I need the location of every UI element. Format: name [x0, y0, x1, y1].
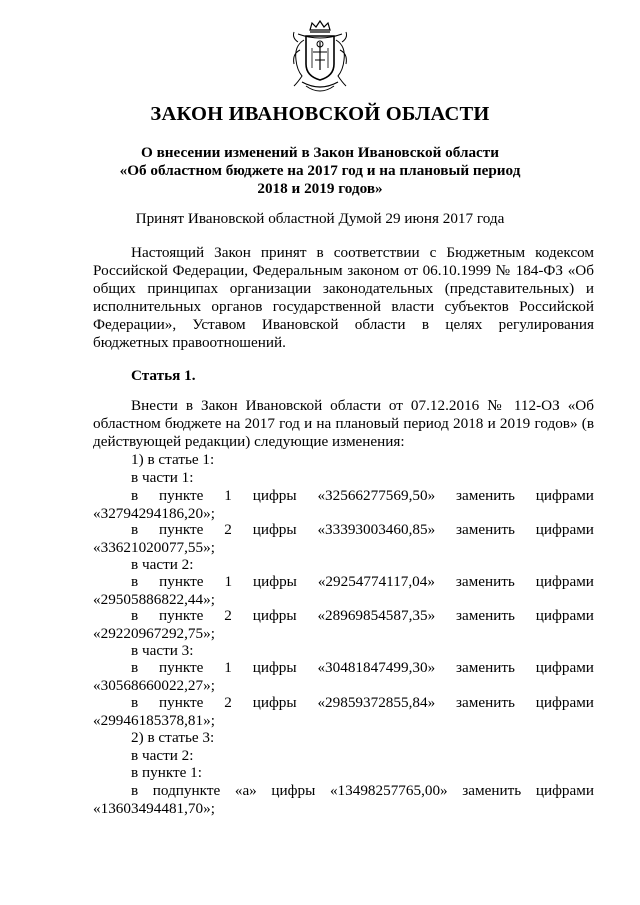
word: 1 [224, 487, 232, 504]
new-value: «13603494481,70»; [93, 800, 215, 817]
word: в [131, 782, 139, 799]
new-value: «33621020077,55»; [93, 539, 215, 556]
amendment-row [131, 573, 594, 591]
word: пункте [159, 607, 204, 624]
word: цифрами [535, 607, 594, 624]
word: в [131, 573, 139, 590]
ivanovo-coat-of-arms-icon [288, 20, 352, 96]
item-part-2: в части 2: [131, 556, 194, 573]
new-value: «29505886822,44»; [93, 591, 215, 608]
new-value: «29220967292,75»; [93, 625, 215, 642]
new-value: «32794294186,20»; [93, 505, 215, 522]
word: цифрами [535, 573, 594, 590]
subtitle-line: О внесении изменений в Закон Ивановской области [140, 144, 500, 161]
new-value: «30568660022,27»; [93, 677, 215, 694]
word: цифрами [535, 694, 594, 711]
word: в [131, 694, 139, 711]
word: цифрами [535, 521, 594, 538]
article-intro-paragraph [93, 397, 594, 451]
word: «а» [234, 782, 257, 799]
word: пункте [159, 659, 204, 676]
word: в [131, 659, 139, 676]
word: 2 [224, 607, 232, 624]
word: 1 [224, 573, 233, 590]
word: цифрами [535, 487, 594, 504]
item-part-1: в части 1: [131, 469, 194, 486]
word: цифры [252, 573, 297, 590]
preamble-paragraph [93, 244, 594, 352]
word: цифры [252, 694, 297, 711]
subtitle-line: 2018 и 2019 годов» [257, 180, 383, 197]
amendment-row [131, 659, 594, 677]
word: цифры [252, 521, 297, 538]
old-value: «29859372855,84» [317, 694, 436, 711]
word: заменить [456, 607, 515, 624]
word: заменить [456, 521, 515, 538]
word: заменить [456, 694, 515, 711]
word: в [131, 607, 139, 624]
word: цифры [252, 487, 297, 504]
word: цифрами [535, 659, 594, 676]
word: пункте [159, 573, 204, 590]
item-article-1: 1) в статье 1: [131, 451, 215, 468]
word: 2 [224, 521, 232, 538]
item-part-3: в части 3: [131, 642, 194, 659]
word: цифры [271, 782, 316, 799]
item-article-3: 2) в статье 3: [131, 729, 215, 746]
word: пункте [159, 487, 204, 504]
word: пункте [159, 521, 204, 538]
word: цифры [252, 607, 297, 624]
word: в [131, 487, 139, 504]
old-value: «29254774117,04» [317, 573, 435, 590]
law-subtitle [90, 144, 550, 198]
word: заменить [462, 782, 522, 799]
word: заменить [455, 573, 515, 590]
word: заменить [456, 659, 515, 676]
amendment-row [131, 521, 594, 539]
old-value: «32566277569,50» [317, 487, 436, 504]
amendment-row [131, 782, 594, 800]
word: цифры [252, 659, 297, 676]
old-value: «30481847499,30» [317, 659, 436, 676]
old-value: «33393003460,85» [317, 521, 436, 538]
law-title: ЗАКОН ИВАНОВСКОЙ ОБЛАСТИ [150, 103, 490, 125]
word: цифрами [535, 782, 594, 799]
article-heading: Статья 1. [131, 367, 196, 384]
item-point-1: в пункте 1: [131, 764, 202, 781]
new-value: «29946185378,81»; [93, 712, 215, 729]
word: заменить [456, 487, 515, 504]
word: подпункте [152, 782, 221, 799]
preamble-text: Настоящий Закон принят в соответствии с Бюджетным кодексом Российской Федерации, Федеральным законом от 06.10.1999 № 184-ФЗ «Об общих принципах организации законодательных (представительных) и исполнительных органов государственной власти субъектов Российской Федерации», Уставом Ивановской области в целях регулирования бюджетных правоотношений. [93, 244, 594, 351]
adoption-date: Принят Ивановской областной Думой 29 июня 2017 года [135, 210, 505, 227]
word: 2 [224, 694, 232, 711]
item-part-2: в части 2: [131, 747, 194, 764]
word: пункте [159, 694, 204, 711]
old-value: «28969854587,35» [317, 607, 436, 624]
amendment-row [131, 487, 594, 505]
word: в [131, 521, 139, 538]
article-intro-text: Внести в Закон Ивановской области от 07.12.2016 № 112-ОЗ «Об областном бюджете на 2017 год и на плановый период 2018 и 2019 годов» (в действующей редакции) следующие изменения: [93, 397, 594, 450]
amendment-row [131, 694, 594, 712]
amendment-row [131, 607, 594, 625]
subtitle-line: «Об областном бюджете на 2017 год и на плановый период [119, 162, 521, 179]
word: 1 [224, 659, 232, 676]
old-value: «13498257765,00» [329, 782, 448, 799]
